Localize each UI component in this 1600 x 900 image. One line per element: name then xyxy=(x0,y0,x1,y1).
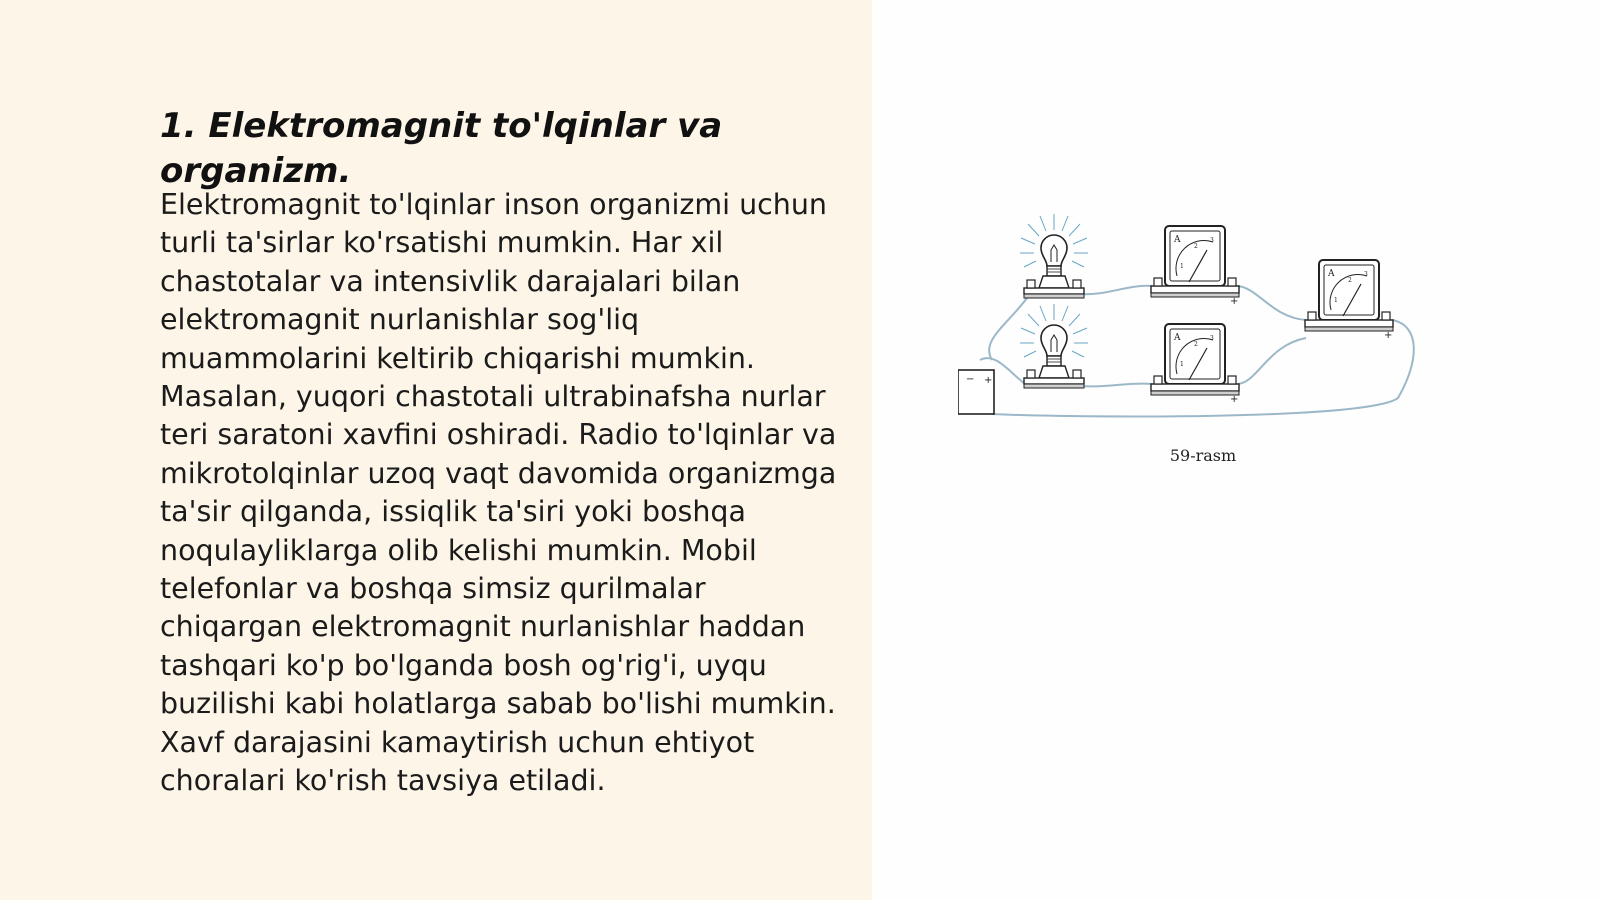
ammeter-main-letter: A xyxy=(1328,269,1335,279)
ammeter-bottom-scale-1: 1 xyxy=(1180,361,1184,368)
ammeter-bottom-scale-2: 2 xyxy=(1194,341,1198,348)
circuit-diagram xyxy=(958,210,1448,432)
ammeter-top-plus: + xyxy=(1230,296,1239,307)
lightbulb-icon-top xyxy=(1020,214,1088,298)
slide-title: 1. Elektromagnit to'lqinlar va organizm. xyxy=(160,106,723,191)
battery-minus-label: − xyxy=(966,374,975,385)
ammeter-main-scale-1: 1 xyxy=(1334,297,1338,304)
ammeter-bottom-letter: A xyxy=(1174,333,1181,343)
slide-body-text: Elektromagnit to'lqinlar inson organizmi uchun turli ta'sirlar ko'rsatishi mumkin. Har xil chastotalar va intensivlik darajalari bilan elektromagnit nurlanishlar sog'liq muammolarini keltirib chiqarishi mumkin. Masalan, yuqori chastotali ultrabinafsha nurlar teri saratoni xavfini oshiradi. Radio to'lqinlar va mikrotolqinlar uzoq vaqt davomida organizmga ta'sir qilganda, issiqlik ta'siri yoki boshqa noqulayliklarga olib kelishi mumkin. Mobil telefonlar va boshqa simsiz qurilmalar chiqargan elektromagnit nurlanishlar haddan tashqari ko'p bo'lganda bosh og'rig'i, uyqu buzilishi kabi holatlarga sabab bo'lishi mumkin. Xavf darajasini kamaytirish uchun ehtiyot choralari ko'rish tavsiya etiladi. xyxy=(160,188,837,798)
ammeter-main xyxy=(1305,260,1393,341)
ammeter-top-letter: A xyxy=(1174,235,1181,245)
ammeter-bottom-scale-3: 3 xyxy=(1210,335,1214,342)
ammeter-bottom xyxy=(1151,324,1239,405)
ammeter-bottom-plus: + xyxy=(1230,394,1239,405)
ammeter-top xyxy=(1151,226,1239,307)
ammeter-top-scale-3: 3 xyxy=(1210,237,1214,244)
circuit-figure xyxy=(958,210,1448,470)
ammeter-top-scale-2: 2 xyxy=(1194,243,1198,250)
ammeter-main-plus: + xyxy=(1384,330,1393,341)
figure-caption: 59-rasm xyxy=(1169,446,1237,465)
battery-plus-label: + xyxy=(984,375,993,386)
ammeter-top-scale-1: 1 xyxy=(1180,263,1184,270)
battery xyxy=(958,370,994,414)
ammeter-main-scale-2: 2 xyxy=(1348,277,1352,284)
ammeter-main-scale-3: 3 xyxy=(1364,271,1368,278)
lightbulb-icon-bottom xyxy=(1020,304,1088,388)
